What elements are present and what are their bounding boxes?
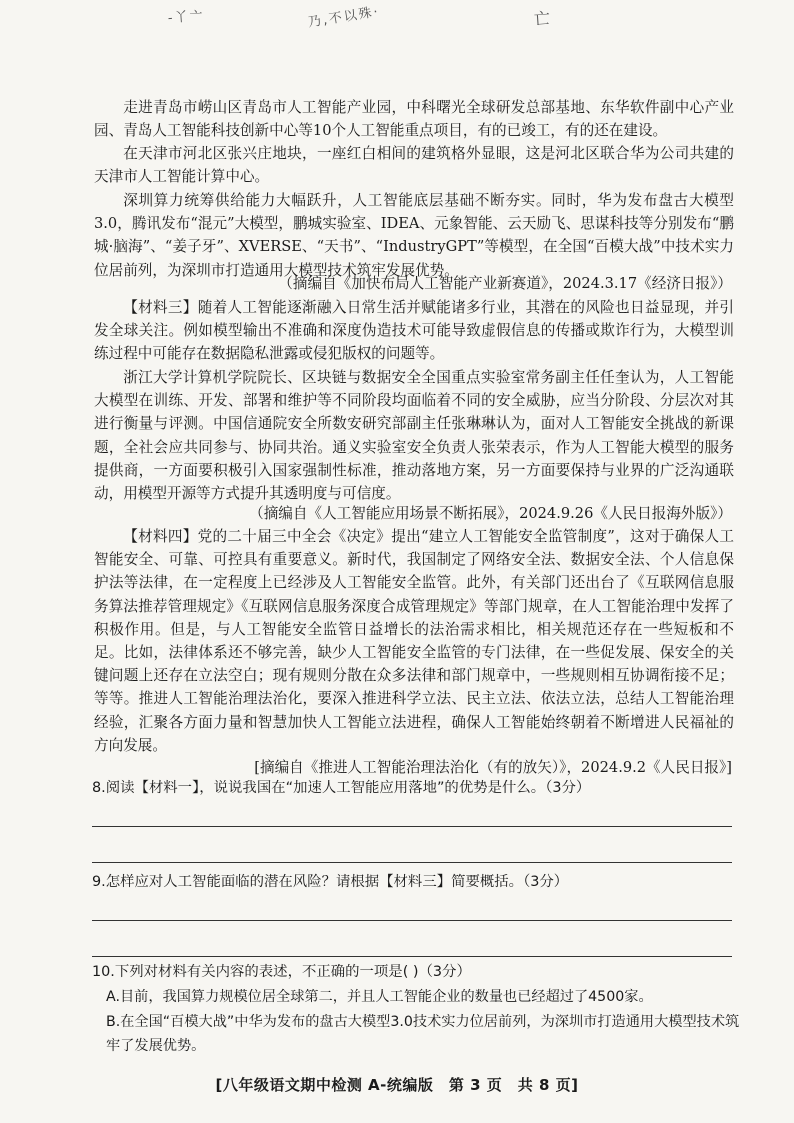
source-citation: （摘编自《人工智能应用场景不断拓展》，2024.9.26《人民日报海外版》） xyxy=(249,505,732,522)
page-footer: [八年级语文期中检测 A-统编版 第 3 页 共 8 页] xyxy=(215,1076,579,1094)
question-8: 8.阅读【材料一】，说说我国在“加速人工智能应用落地”的优势是什么。（3分） xyxy=(92,780,591,796)
answer-line[interactable] xyxy=(92,956,732,957)
source-citation: [摘编自《推进人工智能治理法治化（有的放矢）》，2024.9.2《人民日报》] xyxy=(254,759,732,776)
handwritten-scribble: -丫亠 xyxy=(167,8,206,27)
paragraph-shenzhen: 深圳算力统筹供给能力大幅跃升，人工智能底层基础不断夯实。同时，华为发布盘古大模型3.0，腾讯发布“混元”大模型，鹏城实验室、IDEA、元象智能、云天励飞、思谋科技等分别发布“鹏城·脑海”、“姜子牙”、XVERSE、“天书”、“IndustryGPT”等模型，在全国“百模大战”中技术实力位居前列，为深圳市打造通用大模型技术筑牢发展优势。 xyxy=(94,192,734,279)
material-three-paragraph: 【材料三】随着人工智能逐渐融入日常生活并赋能诸多行业，其潜在的风险也日益显现，并引发全球关注。例如模型输出不准确和深度伪造技术可能导致虚假信息的传播或欺诈行为，大模型训练过程中可能存在数据隐私泄露或侵犯版权的问题等。 xyxy=(94,299,734,363)
question-9: 9.怎样应对人工智能面临的潜在风险？请根据【材料三】简要概括。（3分） xyxy=(92,874,569,890)
paragraph-tianjin: 在天津市河北区张兴庄地块，一座红白相间的建筑格外显眼，这是河北区联合华为公司共建的天津市人工智能计算中心。 xyxy=(94,145,734,186)
handwritten-scribble: 乃,不以殊· xyxy=(307,4,381,31)
source-citation: （摘编自《加快布局人工智能产业新赛道》，2024.3.17《经济日报》） xyxy=(278,275,732,292)
experts-paragraph: 浙江大学计算机学院院长、区块链与数据安全全国重点实验室常务副主任任奎认为，人工智能大模型在训练、开发、部署和维护等不同阶段均面临着不同的安全威胁，应当分阶段、分层次对其进行衡量与评测。中国信通院安全所数安研究部副主任张琳琳认为，面对人工智能安全挑战的新课题，全社会应共同参与、协同共治。通义实验室安全负责人张荣表示，作为人工智能大模型的服务提供商，一方面要积极引入国家强制性标准，推动落地方案，另一方面要保持与业界的广泛沟通联动，用模型开源等方式提升其透明度与可信度。 xyxy=(94,369,734,503)
question-10: 10.下列对材料有关内容的表述，不正确的一项是( )（3分） xyxy=(92,964,471,980)
answer-line[interactable] xyxy=(92,826,732,827)
paragraph-qingdao: 走进青岛市崂山区青岛市人工智能产业园，中科曙光全球研发总部基地、东华软件副中心产业园、青岛人工智能科技创新中心等10个人工智能重点项目，有的已竣工，有的还在建设。 xyxy=(94,99,734,140)
material-four-paragraph: 【材料四】党的二十届三中全会《决定》提出“建立人工智能安全监管制度”，这对于确保人工智能安全、可靠、可控具有重要意义。新时代，我国制定了网络安全法、数据安全法、个人信息保护法等法律，在一定程度上已经涉及人工智能安全监管。此外，有关部门还出台了《互联网信息服务算法推荐管理规定》《互联网信息服务深度合成管理规定》等部门规章，在人工智能治理中发挥了积极作用。但是，与人工智能安全监管日益增长的法治需求相比，相关规范还存在一些短板和不足。比如，法律体系还不够完善，缺少人工智能安全监管的专门法律，在一些促发展、保安全的关键问题上还存在立法空白；现有规则分散在众多法律和部门规章中，一些规则相互协调衔接不足；等等。推进人工智能治理法治化，要深入推进科学立法、民主立法、依法立法，总结人工智能治理经验，汇聚各方面力量和智慧加快人工智能立法进程，确保人工智能始终朝着不断增进人民福祉的方向发展。 xyxy=(94,528,734,754)
option-b[interactable]: B.在全国“百模大战”中华为发布的盘古大模型3.0技术实力位居前列，为深圳市打造通用大模型技术筑牢了发展优势。 xyxy=(106,1014,740,1054)
option-a[interactable]: A.目前，我国算力规模位居全球第二，并且人工智能企业的数量也已经超过了4500家。 xyxy=(106,989,653,1005)
answer-line[interactable] xyxy=(92,920,732,921)
answer-line[interactable] xyxy=(92,862,732,863)
handwritten-scribble: 亡 xyxy=(533,8,553,29)
